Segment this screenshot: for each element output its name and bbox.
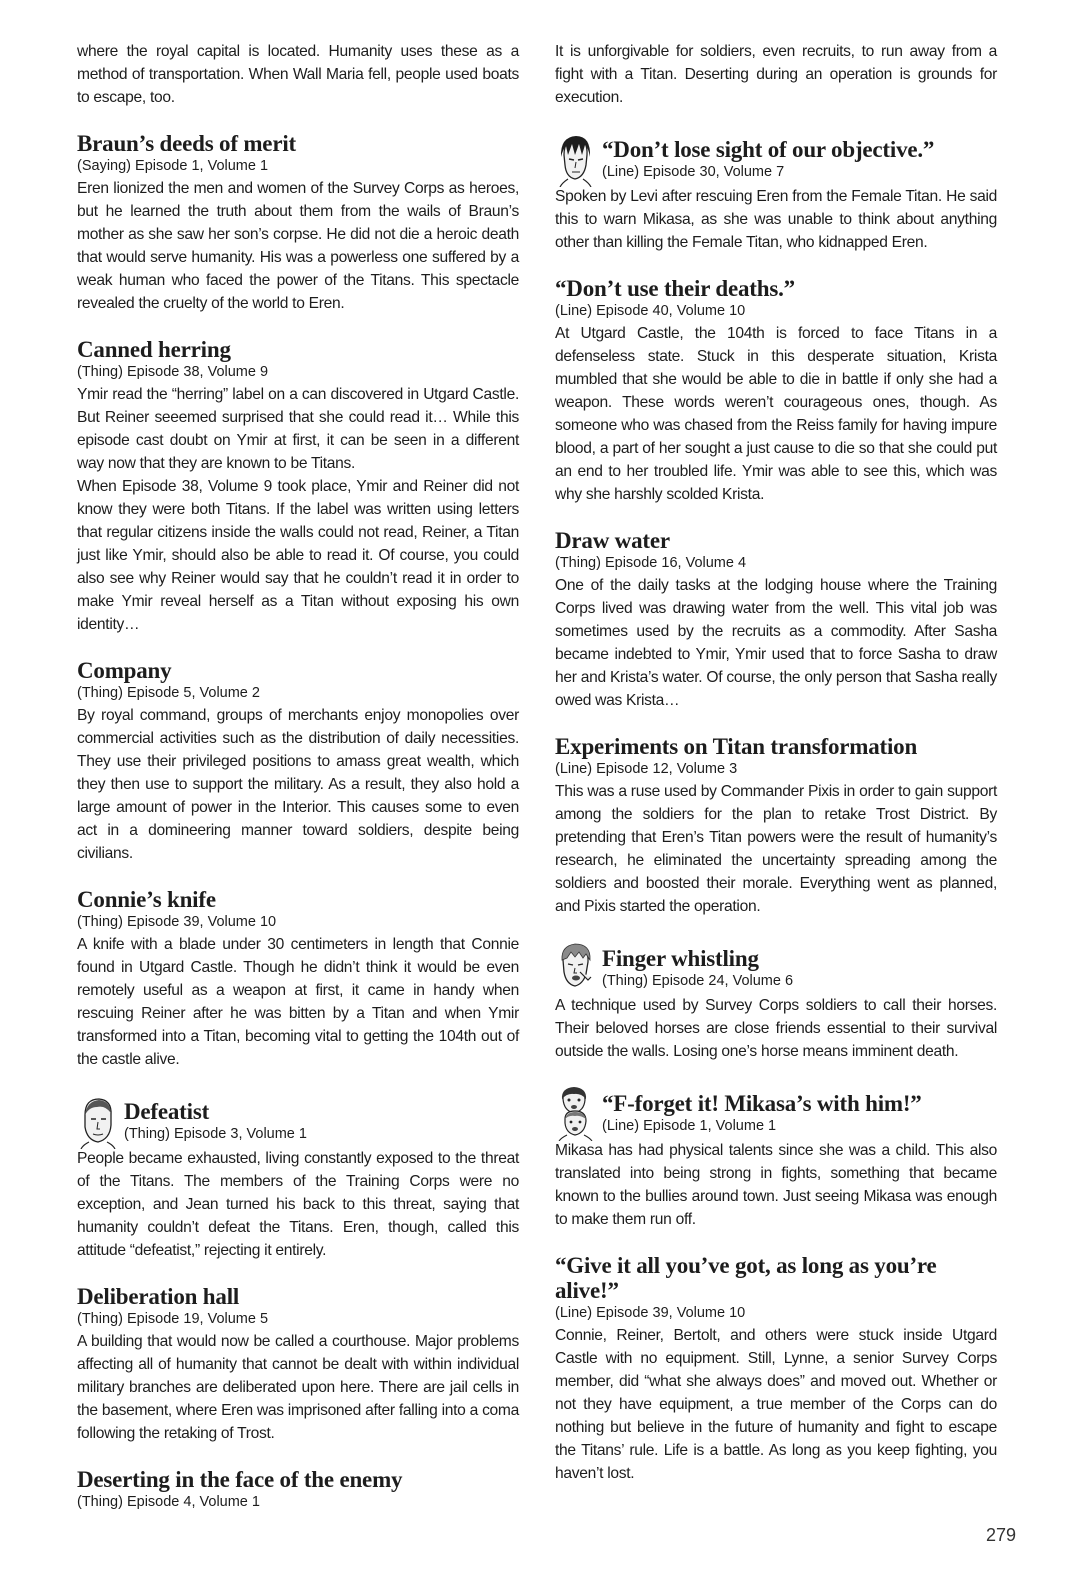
entry-meta: (Line) Episode 1, Volume 1 <box>602 1118 777 1134</box>
glossary-entry <box>555 1253 997 1485</box>
entry-meta: (Thing) Episode 24, Volume 6 <box>602 973 794 989</box>
entry-title: Connie’s knife <box>77 887 216 912</box>
entry-title: Finger whistling <box>602 946 759 971</box>
entry-title: Deliberation hall <box>77 1284 240 1309</box>
entry-title: “Don’t lose sight of our objective.” <box>602 137 935 162</box>
entry-text: Eren lionized the men and women of the Survey Corps as heroes, but he learned the truth about them from the wails of Braun’s mother as she saw her son’s corpse. He did not die a heroic death that would serve humanity. His was a powerless one suffered by a weak human who faced the power of the Titans. This spectacle revealed the cruelty of the world to Eren. <box>77 180 519 312</box>
entry-header <box>555 1085 997 1141</box>
entry-meta: (Thing) Episode 38, Volume 9 <box>77 364 269 380</box>
character-portrait-levi <box>555 133 595 187</box>
entry-meta: (Line) Episode 39, Volume 10 <box>555 1305 746 1321</box>
entry-meta: (Line) Episode 30, Volume 7 <box>602 164 785 180</box>
glossary-entry <box>555 1085 997 1231</box>
character-portrait-bullies <box>555 1087 595 1141</box>
entry-text: A technique used by Survey Corps soldiers to call their horses. Their beloved horses are close friends essential to their survival outside the walls. Losing one’s horse means imminent death. <box>555 997 997 1060</box>
entry-text: Mikasa has had physical talents since she was a child. This also translated into being strong in fights, something that became known to the bullies around town. Just seeing Mikasa was enough to make them run off. <box>555 1142 997 1228</box>
entry-text: Connie, Reiner, Bertolt, and others were stuck inside Utgard Castle with no equipment. Still, Lynne, a senior Survey Corps member, did “what she always does” and moved out. Whether or not they have equipment, a true member of the Corps can do nothing but believe in the future of humanity and fight to escape the Titans’ rule. Life is a battle. As long as you keep fighting, you haven’t lost. <box>555 1327 997 1482</box>
glossary-entry <box>555 276 997 506</box>
entry-title: Canned herring <box>77 337 231 362</box>
glossary-entry <box>555 131 997 254</box>
character-portrait-soldier <box>555 942 595 996</box>
entry-meta: (Thing) Episode 4, Volume 1 <box>77 1494 260 1510</box>
glossary-entry <box>77 887 519 1071</box>
entry-text: A building that would now be called a courthouse. Major problems affecting all of humanity that cannot be dealt with within individual military branches are deliberated upon here. There are jail cells in the basement, where Eren was imprisoned after falling into a coma following the retaking of Trost. <box>77 1333 519 1442</box>
entry-meta: (Thing) Episode 16, Volume 4 <box>555 555 747 571</box>
entry-text: Ymir read the “herring” label on a can discovered in Utgard Castle. But Reiner seeemed surprised that she could read it… While this episode cast doubt on Ymir at first, it can be seen in a different way now that they are known to be Titans. <box>77 386 519 472</box>
entry-meta: (Thing) Episode 19, Volume 5 <box>77 1311 269 1327</box>
right-column <box>555 40 997 1485</box>
entry-title: Draw water <box>555 528 670 553</box>
entry-meta: (Line) Episode 40, Volume 10 <box>555 303 746 319</box>
entry-title: Defeatist <box>124 1099 210 1124</box>
entry-meta: (Line) Episode 12, Volume 3 <box>555 761 738 777</box>
glossary-entry <box>77 131 519 315</box>
entry-text: This was a ruse used by Commander Pixis in order to gain support among the soldiers for the plan to retake Trost District. By pretending that Eren’s Titan powers were the result of humanity’s research, he eliminated the uncertainty spreading among the soldiers and boosted their morale. Everything went as planned, and Pixis started the operation. <box>555 783 997 915</box>
entry-text: People became exhausted, living constantly exposed to the threat of the Titans. The members of the Training Corps were no exception, and Jean turned his back to this threat, saying that humanity couldn’t defeat the Titans. Eren, though, called this attitude “defeatist,” rejecting it entirely. <box>77 1150 519 1259</box>
entry-meta: (Thing) Episode 39, Volume 10 <box>77 914 277 930</box>
glossary-entry <box>555 940 997 1063</box>
character-portrait-jean <box>77 1095 117 1149</box>
glossary-entry <box>77 1093 519 1262</box>
intro-text: where the royal capital is located. Humanity uses these as a method of transportation. When Wall Maria fell, people used boats to escape, too. <box>77 43 519 106</box>
entry-title: Company <box>77 658 172 683</box>
entry-title: “Don’t use their deaths.” <box>555 276 795 301</box>
glossary-entry <box>77 1467 519 1513</box>
entry-meta: (Saying) Episode 1, Volume 1 <box>77 158 269 174</box>
entry-title: Experiments on Titan transformation <box>555 734 918 759</box>
glossary-entry <box>77 337 519 636</box>
entry-meta: (Thing) Episode 5, Volume 2 <box>77 685 260 701</box>
entry-text: By royal command, groups of merchants enjoy monopolies over commercial activities such as the distribution of daily necessities. They use their privileged positions to amass great wealth, which they then use to support the military. As a result, they also hold a large amount of power in the Interior. This causes some to even act in a domineering manner toward soldiers, despite being civilians. <box>77 707 519 862</box>
entry-text: Spoken by Levi after rescuing Eren from the Female Titan. He said this to warn Mikasa, as she was unable to think about anything other than killing the Female Titan, who kidnapped Eren. <box>555 188 997 251</box>
glossary-entry <box>77 1284 519 1445</box>
intro-text: It is unforgivable for soldiers, even recruits, to run away from a fight with a Titan. Deserting during an operation is grounds for execution. <box>555 43 997 106</box>
entry-meta: (Thing) Episode 3, Volume 1 <box>124 1126 307 1142</box>
entry-title: “F-forget it! Mikasa’s with him!” <box>602 1091 922 1116</box>
glossary-entry <box>77 658 519 865</box>
entry-header <box>555 131 997 187</box>
entry-title: Deserting in the face of the enemy <box>77 1467 403 1492</box>
entry-title: Braun’s deeds of merit <box>77 131 296 156</box>
page-number: 279 <box>986 1525 1017 1545</box>
left-column <box>77 40 519 1513</box>
glossary-entry <box>555 528 997 712</box>
glossary-entry <box>555 734 997 918</box>
entry-text: At Utgard Castle, the 104th is forced to face Titans in a defenseless state. Stuck in this desperate situation, Krista mumbled that she would be able to die in battle if only she had a weapon. These words weren’t courageous ones, though. As someone who was chased from the Reiss family for having impure blood, a part of her sought a just cause to die so that she could put an end to her troubled life. Ymir was able to see this, which was why she harshly scolded Krista. <box>555 325 997 503</box>
entry-title: “Give it all you’ve got, as long as you’re alive!” <box>555 1253 937 1303</box>
entry-header <box>555 940 997 996</box>
entry-text: When Episode 38, Volume 9 took place, Ymir and Reiner did not know they were both Titans. If the label was written using letters that regular citizens inside the walls could not read, Reiner, a Titan just like Ymir, should also be able to read it. Of course, you could also see why Reiner would say that he couldn’t read it in order to make Ymir reveal herself as a Titan without exposing his own identity… <box>77 478 519 633</box>
entry-header <box>77 1093 519 1149</box>
entry-text: A knife with a blade under 30 centimeters in length that Connie found in Utgard Castle. Though he didn’t think it would be even remotely useful as a weapon at first, it came in handy when rescuing Reiner after he was bitten by a Titan and when Ymir transformed into a Titan, becoming vital to getting the 104th out of the castle alive. <box>77 936 519 1068</box>
entry-text: One of the daily tasks at the lodging house where the Training Corps lived was drawing water from the well. This vital job was sometimes used by the recruits as a commodity. After Sasha became indebted to Ymir, Ymir used that to force Sasha to draw her and Krista’s water. Of course, the only person that Sasha really owed was Krista… <box>555 577 997 709</box>
